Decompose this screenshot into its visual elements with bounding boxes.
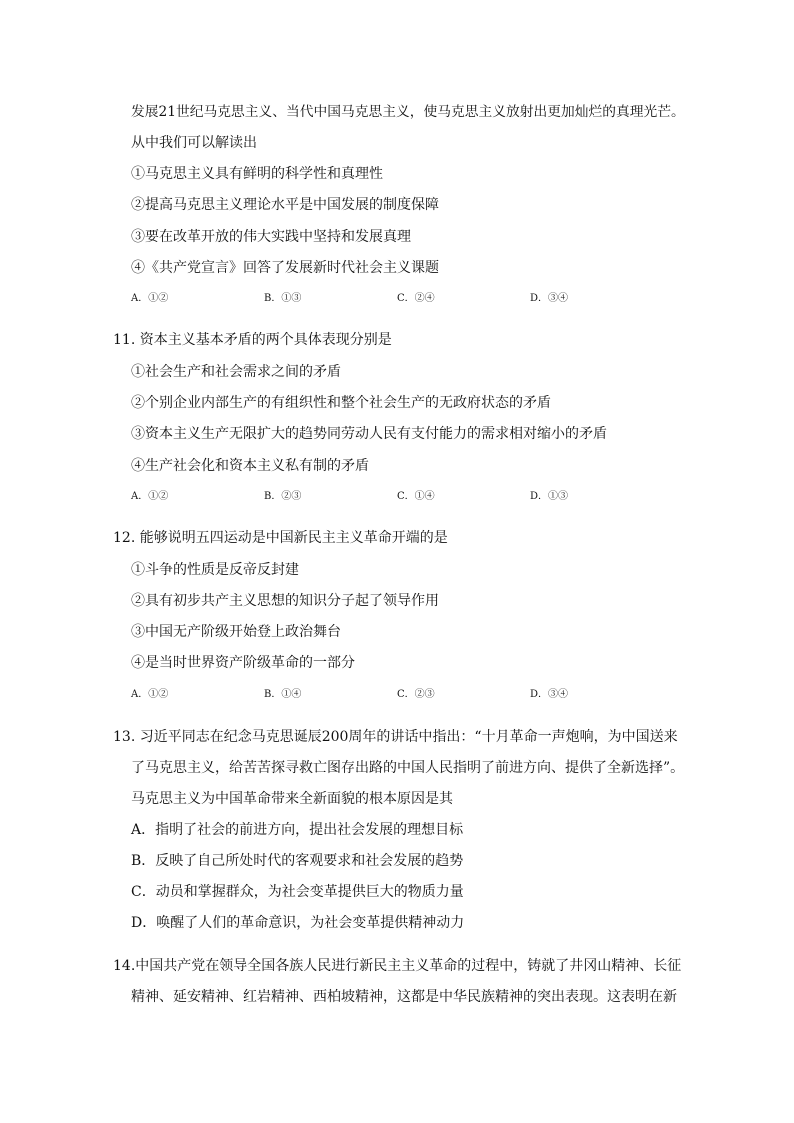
q13-stem-line-3: 马克思主义为中国革命带来全新面貌的根本原因是其 bbox=[131, 791, 453, 807]
q12-option-d: D．③④ bbox=[530, 689, 569, 700]
q11-item-2: ②个别企业内部生产的有组织性和整个社会生产的无政府状态的矛盾 bbox=[131, 395, 551, 411]
q11-option-b: B．②③ bbox=[264, 491, 302, 502]
q12-item-3: ③中国无产阶级开始登上政治舞台 bbox=[131, 624, 341, 640]
q10-item-4: ④《共产党宣言》回答了发展新时代社会主义课题 bbox=[131, 260, 439, 276]
q10-option-b: B．①③ bbox=[264, 293, 302, 304]
q13-stem-line-1: 13. 习近平同志在纪念马克思诞辰200周年的讲话中指出：“十月革命一声炮响，为中国送来 bbox=[113, 729, 678, 745]
q10-option-a: A．①② bbox=[131, 293, 169, 304]
q10-continuation-line-2: 从中我们可以解读出 bbox=[131, 135, 257, 151]
q10-item-3: ③要在改革开放的伟大实践中坚持和发展真理 bbox=[131, 229, 411, 245]
q10-option-d: D．③④ bbox=[530, 293, 569, 304]
q11-option-d: D．①③ bbox=[530, 491, 569, 502]
q12-item-4: ④是当时世界资产阶级革命的一部分 bbox=[131, 655, 355, 671]
q13-option-a: A．指明了社会的前进方向，提出社会发展的理想目标 bbox=[131, 822, 464, 838]
q12-item-2: ②具有初步共产主义思想的知识分子起了领导作用 bbox=[131, 593, 439, 609]
q13-option-c: C．动员和掌握群众，为社会变革提供巨大的物质力量 bbox=[131, 884, 464, 900]
q13-option-b: B．反映了自己所处时代的客观要求和社会发展的趋势 bbox=[131, 853, 464, 869]
q11-item-1: ①社会生产和社会需求之间的矛盾 bbox=[131, 364, 341, 380]
q12-option-a: A．①② bbox=[131, 689, 169, 700]
q10-continuation-line-1: 发展21世纪马克思主义、当代中国马克思主义，使马克思主义放射出更加灿烂的真理光芒。 bbox=[131, 104, 685, 120]
q12-item-1: ①斗争的性质是反帝反封建 bbox=[131, 562, 299, 578]
q11-option-a: A．①② bbox=[131, 491, 169, 502]
q14-stem-line-2: 精神、延安精神、红岩精神、西柏坡精神，这都是中华民族精神的突出表现。这表明在新 bbox=[131, 989, 677, 1005]
q13-stem-line-2: 了马克思主义，给苦苦探寻救亡图存出路的中国人民指明了前进方向、提供了全新选择”。 bbox=[131, 760, 685, 776]
q11-option-c: C．①④ bbox=[397, 491, 435, 502]
q12-option-c: C．②③ bbox=[397, 689, 435, 700]
q12-stem: 12. 能够说明五四运动是中国新民主主义革命开端的是 bbox=[113, 530, 448, 546]
q11-item-3: ③资本主义生产无限扩大的趋势同劳动人民有支付能力的需求相对缩小的矛盾 bbox=[131, 426, 607, 442]
q13-option-d: D．唤醒了人们的革命意识，为社会变革提供精神动力 bbox=[131, 915, 465, 931]
q10-option-c: C．②④ bbox=[397, 293, 435, 304]
q12-option-b: B．①④ bbox=[264, 689, 302, 700]
q11-stem: 11. 资本主义基本矛盾的两个具体表现分别是 bbox=[113, 332, 392, 348]
q10-item-1: ①马克思主义具有鲜明的科学性和真理性 bbox=[131, 166, 383, 182]
q14-stem-line-1: 14.中国共产党在领导全国各族人民进行新民主主义革命的过程中，铸就了井冈山精神、长征 bbox=[113, 958, 682, 974]
q11-item-4: ④生产社会化和资本主义私有制的矛盾 bbox=[131, 458, 369, 474]
q10-item-2: ②提高马克思主义理论水平是中国发展的制度保障 bbox=[131, 197, 439, 213]
